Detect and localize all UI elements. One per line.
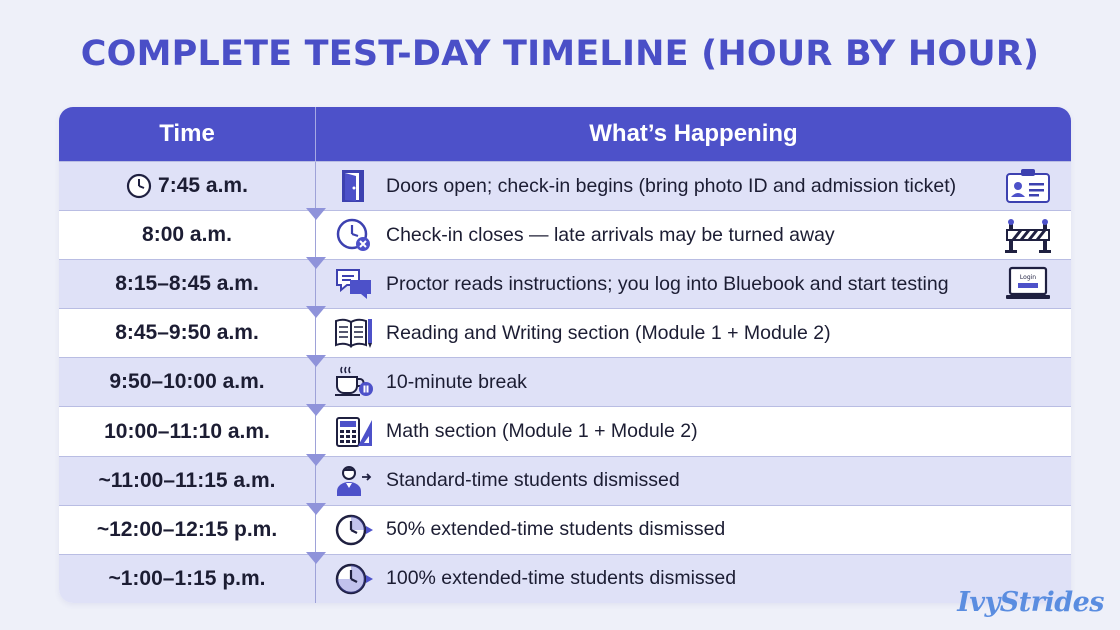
time-cell: 8:15–8:45 a.m. bbox=[59, 260, 316, 308]
time-cell: ~11:00–11:15 a.m. bbox=[59, 457, 316, 505]
speech-bubbles-icon bbox=[332, 264, 376, 304]
timeline-arrow bbox=[306, 454, 326, 466]
time-cell bbox=[59, 162, 316, 210]
student-exit-icon bbox=[332, 461, 376, 501]
timeline-arrow bbox=[306, 306, 326, 318]
ivystrides-logo: IvyStrides bbox=[957, 587, 1104, 618]
table-row bbox=[59, 456, 1071, 505]
table-row bbox=[59, 259, 1071, 308]
event-text: Check-in closes — late arrivals may be turned away bbox=[386, 223, 835, 246]
login-label: Login bbox=[1019, 274, 1037, 282]
calculator-ruler-icon bbox=[332, 412, 376, 452]
table-header bbox=[59, 107, 1071, 161]
timeline-arrow bbox=[306, 208, 326, 220]
event-cell bbox=[316, 309, 1071, 357]
event-cell bbox=[316, 260, 1071, 308]
event-text: Math section (Module 1 + Module 2) bbox=[386, 420, 698, 443]
door-icon bbox=[332, 166, 376, 206]
event-text: Doors open; check-in begins (bring photo ID and admission ticket) bbox=[386, 174, 957, 197]
clock-icon bbox=[126, 173, 152, 199]
event-cell bbox=[316, 211, 1071, 259]
table-row bbox=[59, 357, 1071, 406]
timeline-arrow bbox=[306, 404, 326, 416]
book-pencil-icon bbox=[332, 313, 376, 353]
event-text: 50% extended-time students dismissed bbox=[386, 518, 726, 541]
clock-arrow-icon bbox=[332, 510, 376, 550]
table-row bbox=[59, 210, 1071, 259]
time-cell: 10:00–11:10 a.m. bbox=[59, 407, 316, 455]
time-cell: 8:45–9:50 a.m. bbox=[59, 309, 316, 357]
timeline-table bbox=[59, 107, 1071, 603]
time-cell: ~12:00–12:15 p.m. bbox=[59, 506, 316, 554]
event-text: Reading and Writing section (Module 1 + Module 2) bbox=[386, 321, 831, 344]
event-cell bbox=[316, 162, 1071, 210]
event-cell bbox=[316, 506, 1071, 554]
time-cell: 8:00 a.m. bbox=[59, 211, 316, 259]
timeline-arrow bbox=[306, 503, 326, 515]
clock-closed-icon bbox=[332, 215, 376, 255]
clock-arrow-icon bbox=[332, 559, 376, 599]
timeline-arrow bbox=[306, 355, 326, 367]
timeline-arrow bbox=[306, 257, 326, 269]
event-cell bbox=[316, 407, 1071, 455]
event-cell bbox=[316, 457, 1071, 505]
event-cell bbox=[316, 358, 1071, 406]
table-row bbox=[59, 308, 1071, 357]
table-row bbox=[59, 554, 1071, 603]
coffee-pause-icon bbox=[332, 362, 376, 402]
table-row bbox=[59, 505, 1071, 554]
event-text: Proctor reads instructions; you log into Bluebook and start testing bbox=[386, 272, 949, 295]
header-happening: What’s Happening bbox=[589, 120, 798, 147]
laptop-login-icon bbox=[1003, 265, 1053, 303]
time-cell: ~1:00–1:15 p.m. bbox=[59, 555, 316, 603]
page-title: COMPLETE TEST-DAY TIMELINE (HOUR BY HOUR) bbox=[80, 34, 1040, 74]
header-time: Time bbox=[59, 107, 316, 161]
time-text: 7:45 a.m. bbox=[158, 174, 248, 198]
event-text: 100% extended-time students dismissed bbox=[386, 567, 737, 590]
barrier-icon bbox=[1003, 216, 1053, 254]
table-row bbox=[59, 161, 1071, 210]
timeline-arrow bbox=[306, 552, 326, 564]
event-text: Standard-time students dismissed bbox=[386, 469, 680, 492]
event-text: 10-minute break bbox=[386, 370, 527, 393]
table-row bbox=[59, 406, 1071, 455]
id-card-icon bbox=[1003, 167, 1053, 205]
time-cell: 9:50–10:00 a.m. bbox=[59, 358, 316, 406]
